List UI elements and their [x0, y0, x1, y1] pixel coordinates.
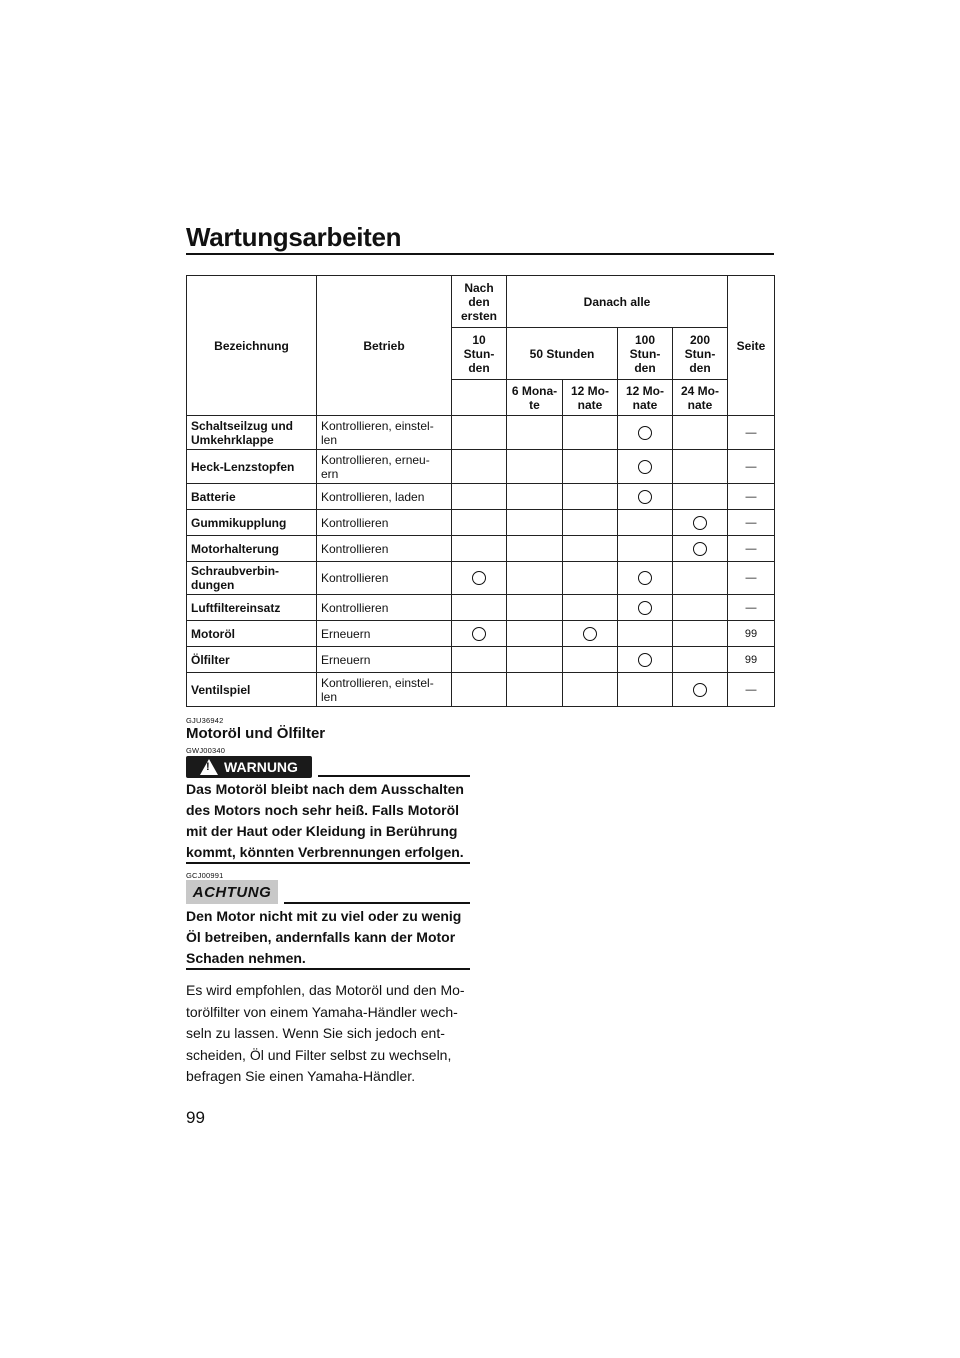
item-seite: 99 — [728, 647, 775, 673]
check-circle-icon — [638, 601, 652, 615]
header-10-stunden: 10 Stun- den — [452, 328, 507, 380]
table-row — [187, 510, 775, 536]
item-seite: — — [728, 484, 775, 510]
caution-text: Den Motor nicht mit zu viel oder zu wenig Öl betreiben, andernfalls kann der Motor Schaden nehmen. — [186, 908, 462, 966]
item-name: Heck-Lenzstopfen — [187, 450, 317, 484]
warning-bottom-rule — [186, 862, 470, 864]
table-row — [187, 484, 775, 510]
header-50-stunden: 50 Stunden — [507, 328, 618, 380]
item-operation: Kontrollieren — [317, 562, 452, 595]
table-row — [187, 621, 775, 647]
maintenance-table — [186, 275, 775, 707]
item-operation: Kontrollieren — [317, 536, 452, 562]
warning-code: GWJ00340 — [186, 746, 226, 755]
header-nach-den-ersten: Nach den ersten — [452, 276, 507, 328]
caution-bottom-rule — [186, 968, 470, 970]
check-circle-icon — [638, 426, 652, 440]
header-24-monate: 24 Mo- nate — [673, 380, 728, 416]
item-seite: — — [728, 416, 775, 450]
header-bezeichnung: Bezeichnung — [187, 276, 317, 416]
header-6-monate: 6 Mona- te — [507, 380, 563, 416]
check-circle-icon — [693, 516, 707, 530]
check-circle-icon — [583, 627, 597, 641]
table-row — [187, 562, 775, 595]
table-row — [187, 416, 775, 450]
item-seite: — — [728, 673, 775, 707]
item-name: Motorhalterung — [187, 536, 317, 562]
item-name: Gummikupplung — [187, 510, 317, 536]
item-name: Ventilspiel — [187, 673, 317, 707]
check-circle-icon — [472, 571, 486, 585]
header-seite: Seite — [728, 276, 775, 416]
caution-code: GCJ00991 — [186, 871, 224, 880]
item-operation: Kontrollieren — [317, 595, 452, 621]
item-name: Ölfilter — [187, 647, 317, 673]
warning-triangle-icon: ! — [200, 759, 218, 775]
item-operation: Kontrollieren, erneu- ern — [317, 450, 452, 484]
check-circle-icon — [638, 490, 652, 504]
table-row — [187, 450, 775, 484]
item-operation: Erneuern — [317, 621, 452, 647]
warning-badge — [186, 756, 312, 778]
caution-badge: ACHTUNG — [186, 880, 278, 904]
item-seite: — — [728, 562, 775, 595]
table-row — [187, 595, 775, 621]
item-name: Luftfiltereinsatz — [187, 595, 317, 621]
item-operation: Kontrollieren, einstel- len — [317, 416, 452, 450]
check-circle-icon — [693, 542, 707, 556]
header-empty — [452, 380, 507, 416]
page-title: Wartungsarbeiten — [186, 222, 402, 252]
section-code: GJU36942 — [186, 716, 224, 725]
table-row — [187, 673, 775, 707]
item-name: Schaltseilzug und Umkehrklappe — [187, 416, 317, 450]
item-seite: — — [728, 450, 775, 484]
page-number: 99 — [186, 1108, 205, 1127]
check-circle-icon — [638, 460, 652, 474]
table-row — [187, 536, 775, 562]
item-operation: Kontrollieren — [317, 510, 452, 536]
check-circle-icon — [693, 683, 707, 697]
warning-text: Das Motoröl bleibt nach dem Ausschalten des Motors noch sehr heiß. Falls Motoröl mit der Haut oder Kleidung in Berührung kommt, könnten Verbrennungen erfolgen. — [186, 781, 464, 860]
item-seite: 99 — [728, 621, 775, 647]
check-circle-icon — [472, 627, 486, 641]
title-rule — [186, 253, 774, 255]
caution-top-rule — [284, 902, 470, 904]
header-200-stunden: 200 Stun- den — [673, 328, 728, 380]
header-12-monate-a: 12 Mo- nate — [563, 380, 618, 416]
warning-label: WARNUNG — [224, 759, 298, 775]
item-seite: — — [728, 536, 775, 562]
item-seite: — — [728, 510, 775, 536]
body-paragraph: Es wird empfohlen, das Motoröl und den Mo- torölfilter von einem Yamaha-Händler wech- seln zu lassen. Wenn Sie sich jedoch ent- scheiden, Öl und Filter selbst zu wechseln, befragen Sie einen Yamaha-Händler. — [186, 982, 465, 1084]
item-operation: Kontrollieren, einstel- len — [317, 673, 452, 707]
header-100-stunden: 100 Stun- den — [618, 328, 673, 380]
item-operation: Kontrollieren, laden — [317, 484, 452, 510]
item-name: Motoröl — [187, 621, 317, 647]
check-circle-icon — [638, 571, 652, 585]
check-circle-icon — [638, 653, 652, 667]
header-danach-alle: Danach alle — [507, 276, 728, 328]
item-name: Batterie — [187, 484, 317, 510]
item-seite: — — [728, 595, 775, 621]
table-row — [187, 647, 775, 673]
section-title: Motoröl und Ölfilter — [186, 725, 326, 742]
item-operation: Erneuern — [317, 647, 452, 673]
item-name: Schraubverbin- dungen — [187, 562, 317, 595]
warning-top-rule — [318, 775, 470, 777]
header-betrieb: Betrieb — [317, 276, 452, 416]
header-12-monate-b: 12 Mo- nate — [618, 380, 673, 416]
